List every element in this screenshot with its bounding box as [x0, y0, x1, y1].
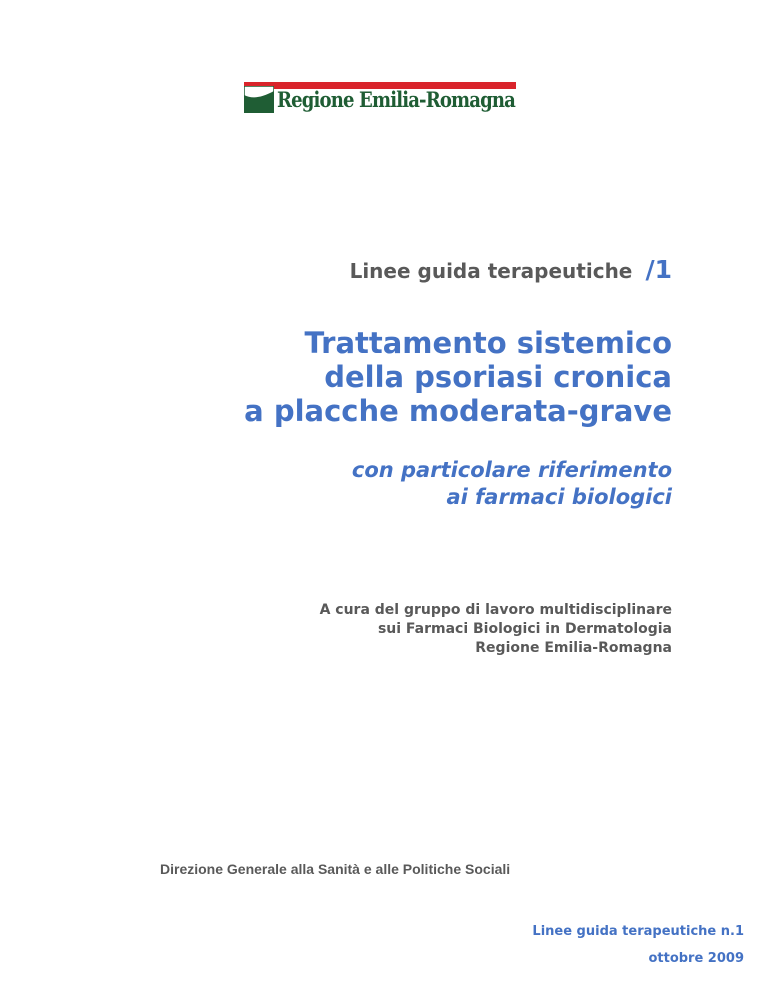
- curators-line: A cura del gruppo di lavoro multidisciplinare: [319, 602, 672, 618]
- series-heading: [350, 255, 672, 284]
- region-logo: [244, 82, 516, 116]
- publisher-line: Direzione Generale alla Sanità e alle Politiche Sociali: [160, 861, 511, 877]
- document-title: [112, 326, 672, 428]
- series-label: Linee guida terapeutiche: [349, 259, 633, 283]
- curators-block: [112, 601, 672, 658]
- title-line: a placche moderata-grave: [244, 394, 672, 428]
- footer-series: Linee guida terapeutiche n.1: [532, 924, 744, 939]
- curators-line: sui Farmaci Biologici in Dermatologia: [377, 621, 672, 637]
- document-subtitle: [112, 457, 672, 511]
- title-line: Trattamento sistemico: [304, 326, 672, 360]
- curators-line: Regione Emilia-Romagna: [475, 640, 672, 656]
- subtitle-line: ai farmaci biologici: [446, 485, 672, 509]
- footer-date: ottobre 2009: [648, 951, 744, 966]
- region-flag-icon: [244, 86, 274, 113]
- series-number: /1: [645, 255, 672, 284]
- subtitle-line: con particolare riferimento: [351, 458, 672, 482]
- logo-text: Regione Emilia-Romagna: [277, 87, 516, 112]
- title-line: della psoriasi cronica: [324, 360, 672, 394]
